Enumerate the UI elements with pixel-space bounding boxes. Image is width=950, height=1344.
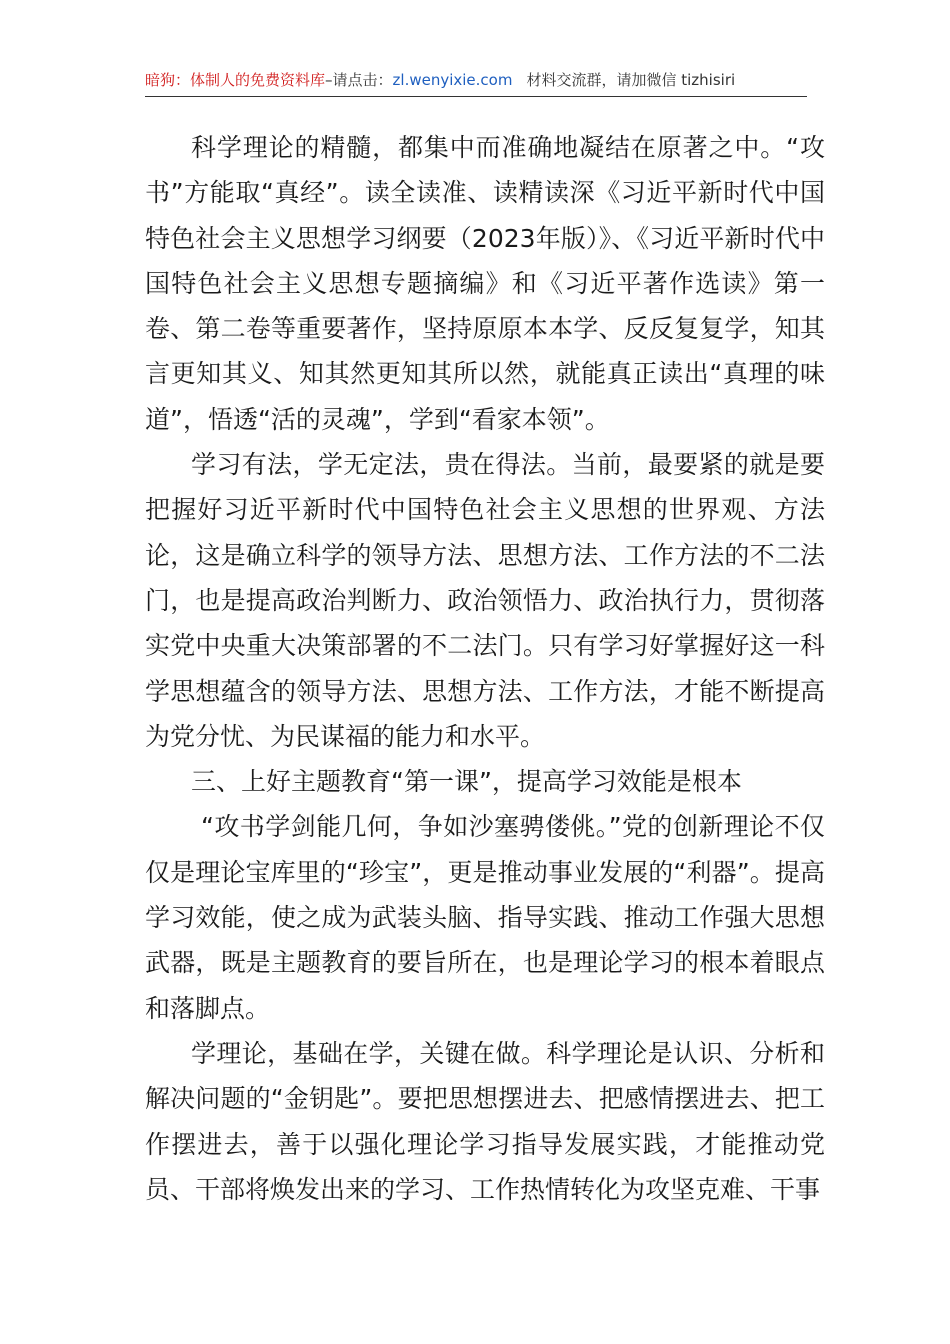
page-header [145, 66, 807, 97]
paragraph-3: “攻书学剑能几何，争如沙塞骋偻佻。”党的创新理论不仅仅是理论宝库里的“珍宝”，更是推动事业发展的“利器”。提高学习效能，使之成为武装头脑、指导实践、推动工作强大思想武器，既是主题教育的要旨所在，也是理论学习的根本着眼点和落脚点。 [145, 812, 825, 1023]
paragraph-2: 学习有法，学无定法，贵在得法。当前，最要紧的就是要把握好习近平新时代中国特色社会主义思想的世界观、方法论，这是确立科学的领导方法、思想方法、工作方法的不二法门，也是提高政治判断力、政治领悟力、政治执行力，贯彻落实党中央重大决策部署的不二法门。只有学习好掌握好这一科学思想蕴含的领导方法、思想方法、工作方法，才能不断提高为党分忧、为民谋福的能力和水平。 [145, 450, 825, 751]
header-link[interactable]: zl.wenyixie.com [392, 71, 513, 89]
header-prompt: –请点击： [325, 71, 393, 89]
header-brand: 暗狗：体制人的免费资料库 [145, 71, 326, 89]
paragraph-4: 学理论，基础在学，关键在做。科学理论是认识、分析和解决问题的“金钥匙”。要把思想摆进去、把感情摆进去、把工作摆进去，善于以强化理论学习指导发展实践，才能推动党员、干部将焕发出来的学习、工作热情转化为攻坚克难、干事 [145, 1038, 825, 1204]
header-group-note: 材料交流群，请加微信 tizhisiri [526, 71, 736, 89]
document-body [145, 125, 825, 1212]
paragraph-1: 科学理论的精髓，都集中而准确地凝结在原著之中。“攻书”方能取“真经”。读全读准、读精读深《习近平新时代中国特色社会主义思想学习纲要（2023年版）》、《习近平新时代中国特色社会主义思想专题摘编》和《习近平著作选读》第一卷、第二卷等重要著作，坚持原原本本学、反反复复学，知其言更知其义、知其然更知其所以然，就能真正读出“真理的味道”，悟透“活的灵魂”，学到“看家本领”。 [145, 133, 825, 434]
section-heading: 三、上好主题教育“第一课”，提高学习效能是根本 [191, 767, 742, 797]
